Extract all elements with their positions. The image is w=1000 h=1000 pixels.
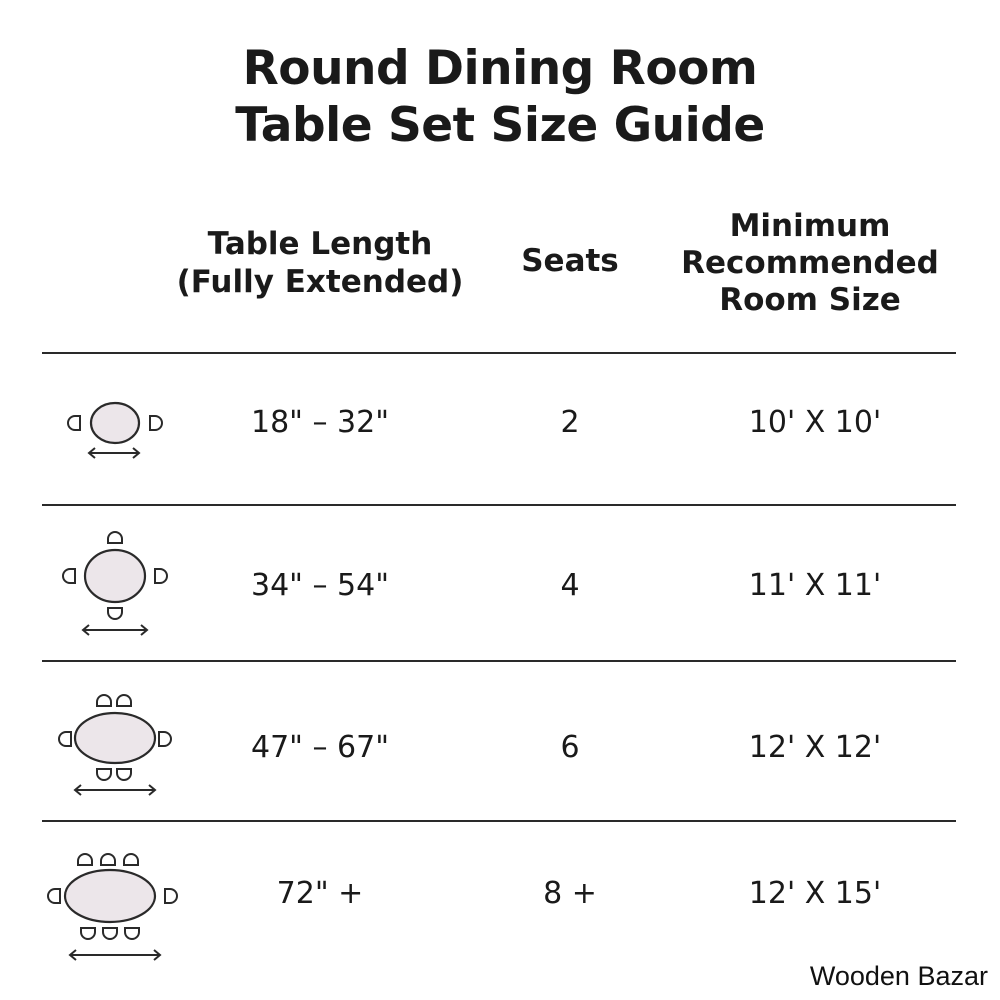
table-row [0, 506, 1000, 660]
title-line-2: Table Set Size Guide [235, 98, 765, 153]
room-size-cell: 11' X 11' [748, 568, 882, 603]
seats-cell: 2 [560, 405, 580, 440]
header-divider [42, 352, 956, 354]
seats-cell: 4 [560, 568, 580, 603]
table-row [0, 662, 1000, 820]
header-seats: Seats [521, 243, 619, 279]
length-cell: 72" + [276, 876, 364, 911]
length-cell: 47" – 67" [250, 730, 390, 765]
header-room-line-1: Minimum [729, 208, 891, 244]
room-size-cell: 10' X 10' [748, 405, 882, 440]
page-title [0, 40, 1000, 154]
header-table-length [160, 225, 480, 301]
table-2-seats-icon [60, 395, 170, 465]
header-length-line-2: (Fully Extended) [176, 264, 464, 300]
room-size-cell: 12' X 12' [748, 730, 882, 765]
title-line-1: Round Dining Room [242, 41, 758, 96]
seats-cell: 8 + [543, 876, 597, 911]
header-room-line-3: Room Size [719, 282, 901, 318]
length-cell: 34" – 54" [250, 568, 390, 603]
header-length-line-1: Table Length [207, 226, 433, 262]
seats-cell: 6 [560, 730, 580, 765]
header-room-line-2: Recommended [681, 245, 939, 281]
table-row [0, 355, 1000, 503]
watermark: Wooden Bazar [809, 961, 988, 991]
header-room-size [660, 208, 960, 319]
table-6-seats-icon [45, 692, 185, 802]
room-size-cell: 12' X 15' [748, 876, 882, 911]
table-8-seats-icon [40, 842, 190, 972]
table-row [0, 822, 1000, 972]
table-4-seats-icon [55, 528, 175, 643]
length-cell: 18" – 32" [250, 405, 390, 440]
